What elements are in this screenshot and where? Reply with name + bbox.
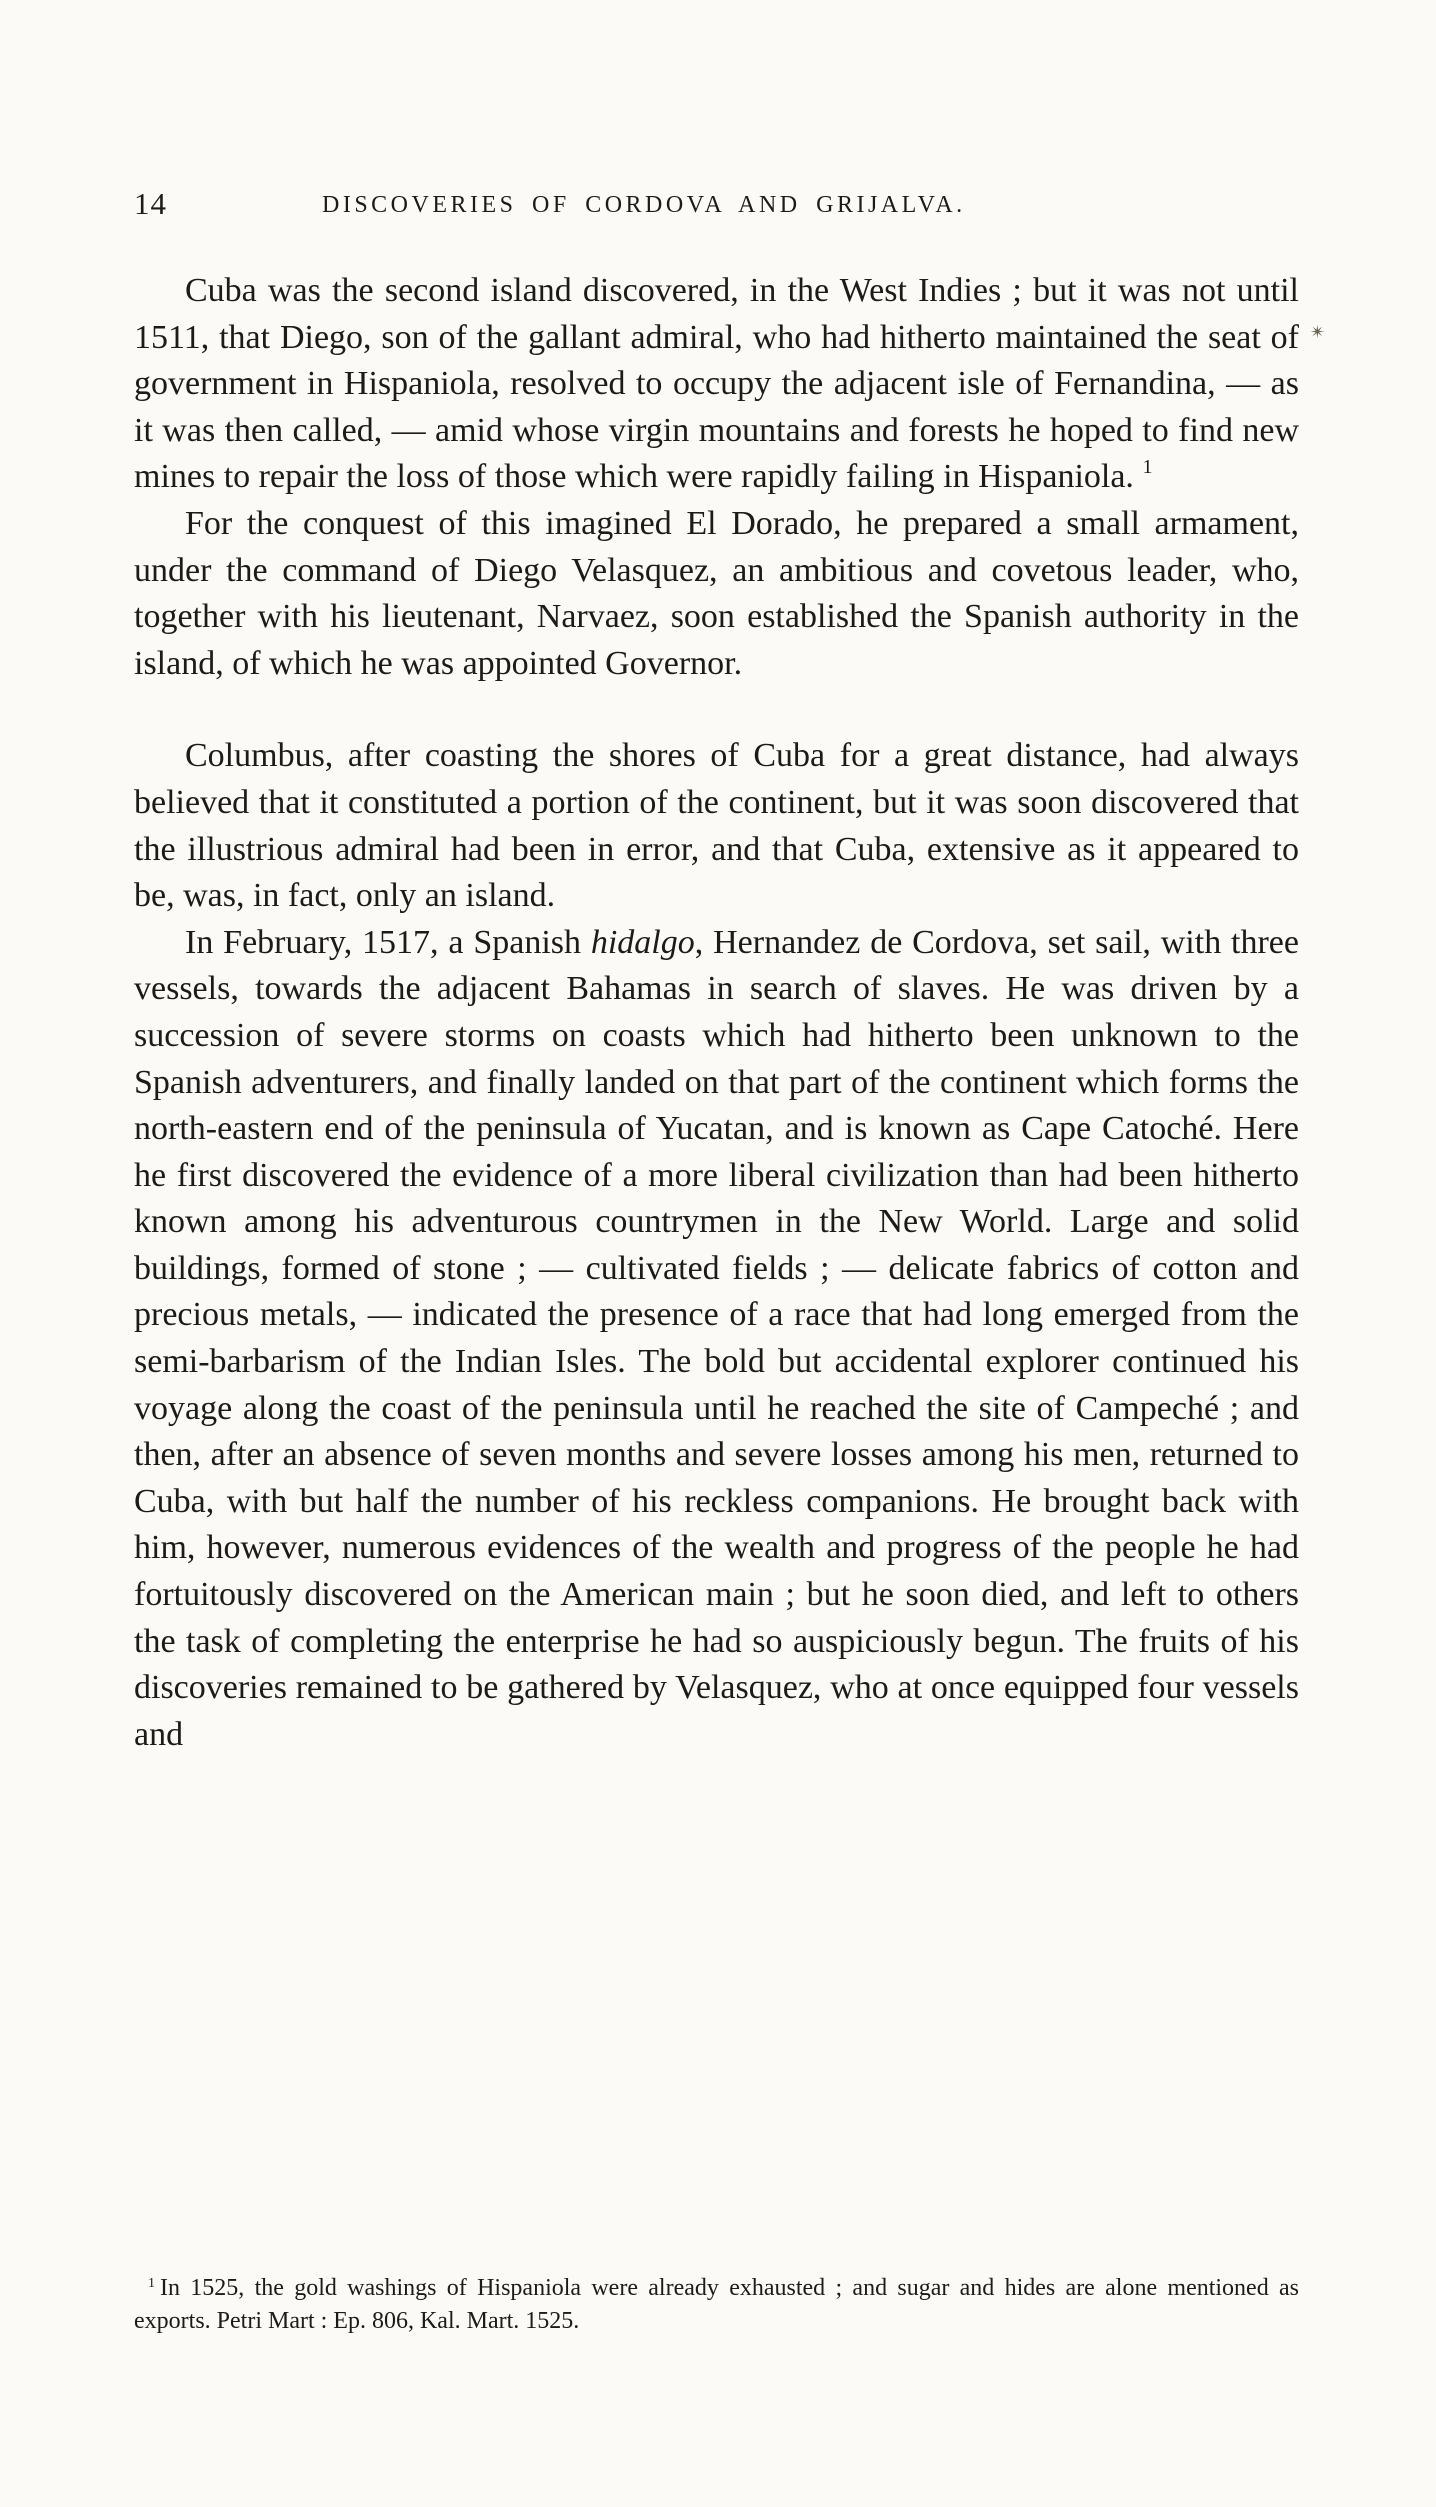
paragraph-text-lead: In February, 1517, a Spanish [185,923,591,961]
footnote-mark: 1 [148,2276,155,2291]
paragraph-cuba-settlement [134,268,1299,501]
running-title: DISCOVERIES OF CORDOVA AND GRIJALVA. [322,192,966,218]
footnote-paragraph [134,2272,1299,2338]
paragraph-text: Cuba was the second island discovered, in the West Indies ; but it was not until 1511, that Diego, son of the gallant admiral, who had hitherto maintained the seat of government in Hispaniola, resolved to occupy the adjacent isle of Fernandina, — as it was then called, — amid whose virgin mountains and forests he hoped to find new mines to repair the loss of those which were rapidly failing in Hispaniola. [134,272,1299,496]
page-number: 14 [134,186,167,221]
footnote-reference: 1 [1142,456,1153,479]
margin-mark: ✴ [1310,322,1326,342]
paragraph-columbus: Columbus, after coasting the shores of Cuba for a great distance, had always believed that it constituted a portion of the continent, but it was soon discovered that the illustrious admiral had been in error, and that Cuba, extensive as it appeared to be, was, in fact, only an island. [134,737,1299,915]
paragraph-conquest: For the conquest of this imagined El Dorado, he prepared a small armament, under the command of Diego Velasquez, an ambitious and covetous leader, who, together with his lieutenant, Narvaez, soon established the Spanish authority in the island, of which he was appointed Governor. [134,504,1299,682]
page-header [134,186,1294,226]
paragraph-text-rest: , Hernandez de Cordova, set sail, with three vessels, towards the adjacent Bahamas in search of slaves. He was driven by a succession of severe storms on coasts which had hitherto been unknown to the Spanish adventurers, and finally landed on that part of the continent which forms the north-eastern end of the peninsula of Yucatan, and is known as Cape Catoché. Here he first discovered the evidence of a more liberal civilization than had been hitherto known among his adventurous countrymen in the New World. Large and solid buildings, formed of stone ; — cultivated fields ; — delicate fabrics of cotton and precious metals, — indicated the presence of a race that had long emerged from the semi-barbarism of the Indian Isles. The bold but accidental explorer continued his voyage along the coast of the peninsula until he reached the site of Campeché ; and then, after an absence of seven months and severe losses among his men, returned to Cuba, with but half the number of his reckless companions. He brought back with him, however, numerous evidences of the wealth and progress of the people he had fortuitously discovered on the American main ; but he soon died, and left to others the task of completing the enterprise he had so auspiciously begun. The fruits of his discoveries remained to be gathered by Velasquez, who at once equipped four vessels and [134,923,1299,1753]
footnote-text: In 1525, the gold washings of Hispaniola were already exhausted ; and sugar and hides are alone mentioned as exports. Petri Mart : Ep. 806, Kal. Mart. 1525. [134,2275,1299,2334]
italic-term: hidalgo [590,923,695,961]
footnote [134,2272,1299,2338]
paragraph-cordova [134,920,1299,1759]
body-text [134,268,1299,1758]
